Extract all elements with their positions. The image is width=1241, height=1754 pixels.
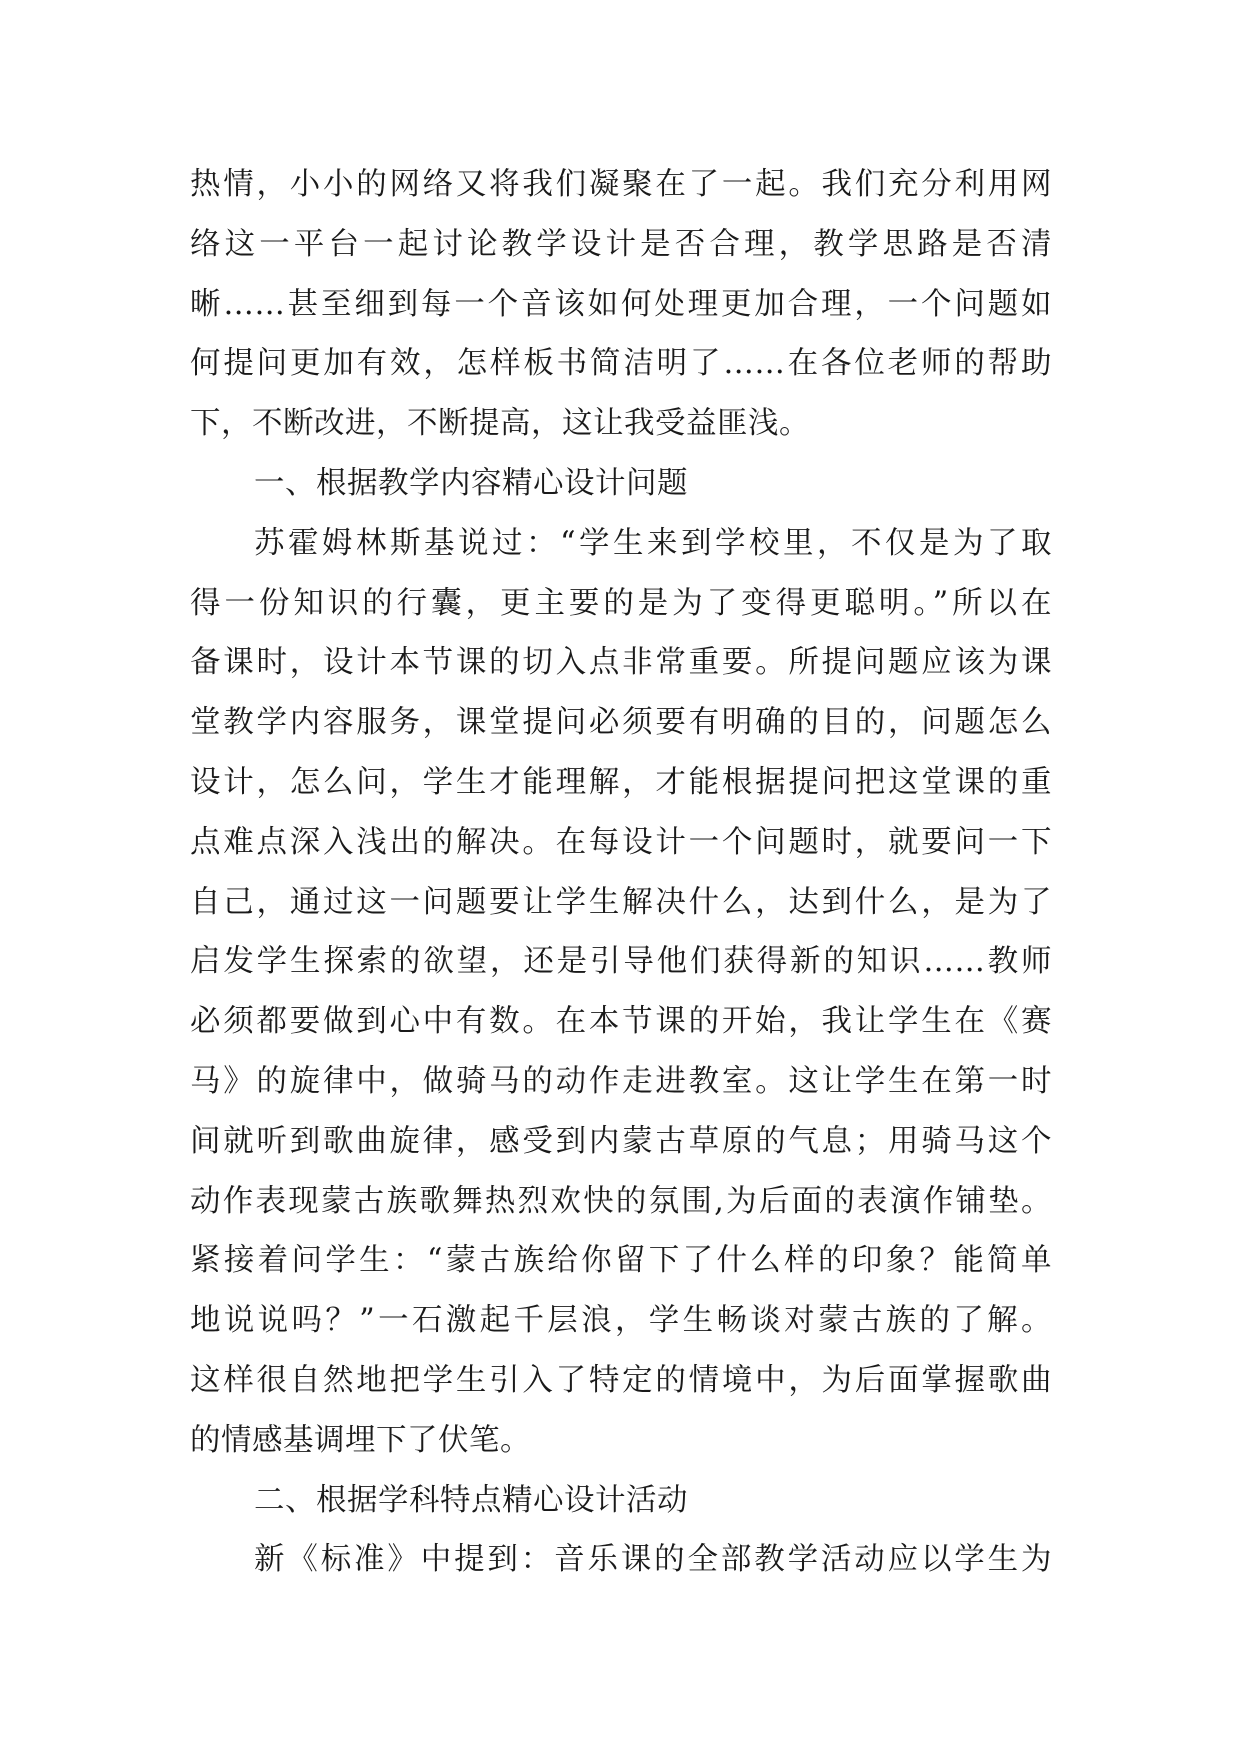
text-line: 热情，小小的网络又将我们凝聚在了一起。我们充分利用网 xyxy=(190,167,1052,202)
paragraph-continuation xyxy=(190,155,1052,454)
text-line: 这样很自然地把学生引入了特定的情境中，为后面掌握歌曲 xyxy=(190,1362,1052,1398)
text-line: 晰……甚至细到每一个音该如何处理更加合理，一个问题如 xyxy=(190,286,1052,322)
text-line: 新《标准》中提到：音乐课的全部教学活动应以学生为 xyxy=(254,1542,1052,1578)
text-line: 何提问更加有效，怎样板书简洁明了……在各位老师的帮助 xyxy=(190,346,1052,382)
text-line: 得一份知识的行囊，更主要的是为了变得更聪明。”所以在 xyxy=(190,585,1052,621)
section-heading-2 xyxy=(190,1471,1052,1531)
text-line: 备课时，设计本节课的切入点非常重要。所提问题应该为课 xyxy=(190,645,1052,681)
text-line: 点难点深入浅出的解决。在每设计一个问题时，就要问一下 xyxy=(190,824,1052,860)
text-line: 必须都要做到心中有数。在本节课的开始，我让学生在《赛 xyxy=(190,1004,1052,1040)
text-line: 紧接着问学生：“蒙古族给你留下了什么样的印象？能简单 xyxy=(190,1243,1052,1279)
text-line: 地说说吗？”一石激起千层浪，学生畅谈对蒙古族的了解。 xyxy=(190,1303,1052,1339)
section-heading-text: 二、根据学科特点精心设计活动 xyxy=(254,1482,688,1518)
text-line: 动作表现蒙古族歌舞热烈欢快的氛围,为后面的表演作铺垫。 xyxy=(190,1183,1052,1219)
paragraph-design-questions xyxy=(190,514,1052,1471)
text-line: 间就听到歌曲旋律，感受到内蒙古草原的气息；用骑马这个 xyxy=(190,1123,1052,1159)
text-line: 下，不断改进，不断提高，这让我受益匪浅。 xyxy=(190,406,810,442)
text-line: 堂教学内容服务，课堂提问必须要有明确的目的，问题怎么 xyxy=(190,705,1052,741)
section-heading-text: 一、根据教学内容精心设计问题 xyxy=(254,465,688,501)
document-body xyxy=(190,155,1052,1590)
text-line: 设计，怎么问，学生才能理解，才能根据提问把这堂课的重 xyxy=(190,764,1052,800)
text-line: 马》的旋律中，做骑马的动作走进教室。这让学生在第一时 xyxy=(190,1063,1052,1099)
text-line: 启发学生探索的欲望，还是引导他们获得新的知识……教师 xyxy=(190,944,1052,980)
text-line: 自己，通过这一问题要让学生解决什么，达到什么，是为了 xyxy=(190,884,1052,920)
text-line: 的情感基调埋下了伏笔。 xyxy=(190,1422,531,1458)
section-heading-1 xyxy=(190,454,1052,514)
paragraph-design-activities xyxy=(190,1530,1052,1590)
text-line: 苏霍姆林斯基说过：“学生来到学校里，不仅是为了取 xyxy=(254,525,1052,561)
text-line: 络这一平台一起讨论教学设计是否合理，教学思路是否清 xyxy=(190,226,1052,262)
